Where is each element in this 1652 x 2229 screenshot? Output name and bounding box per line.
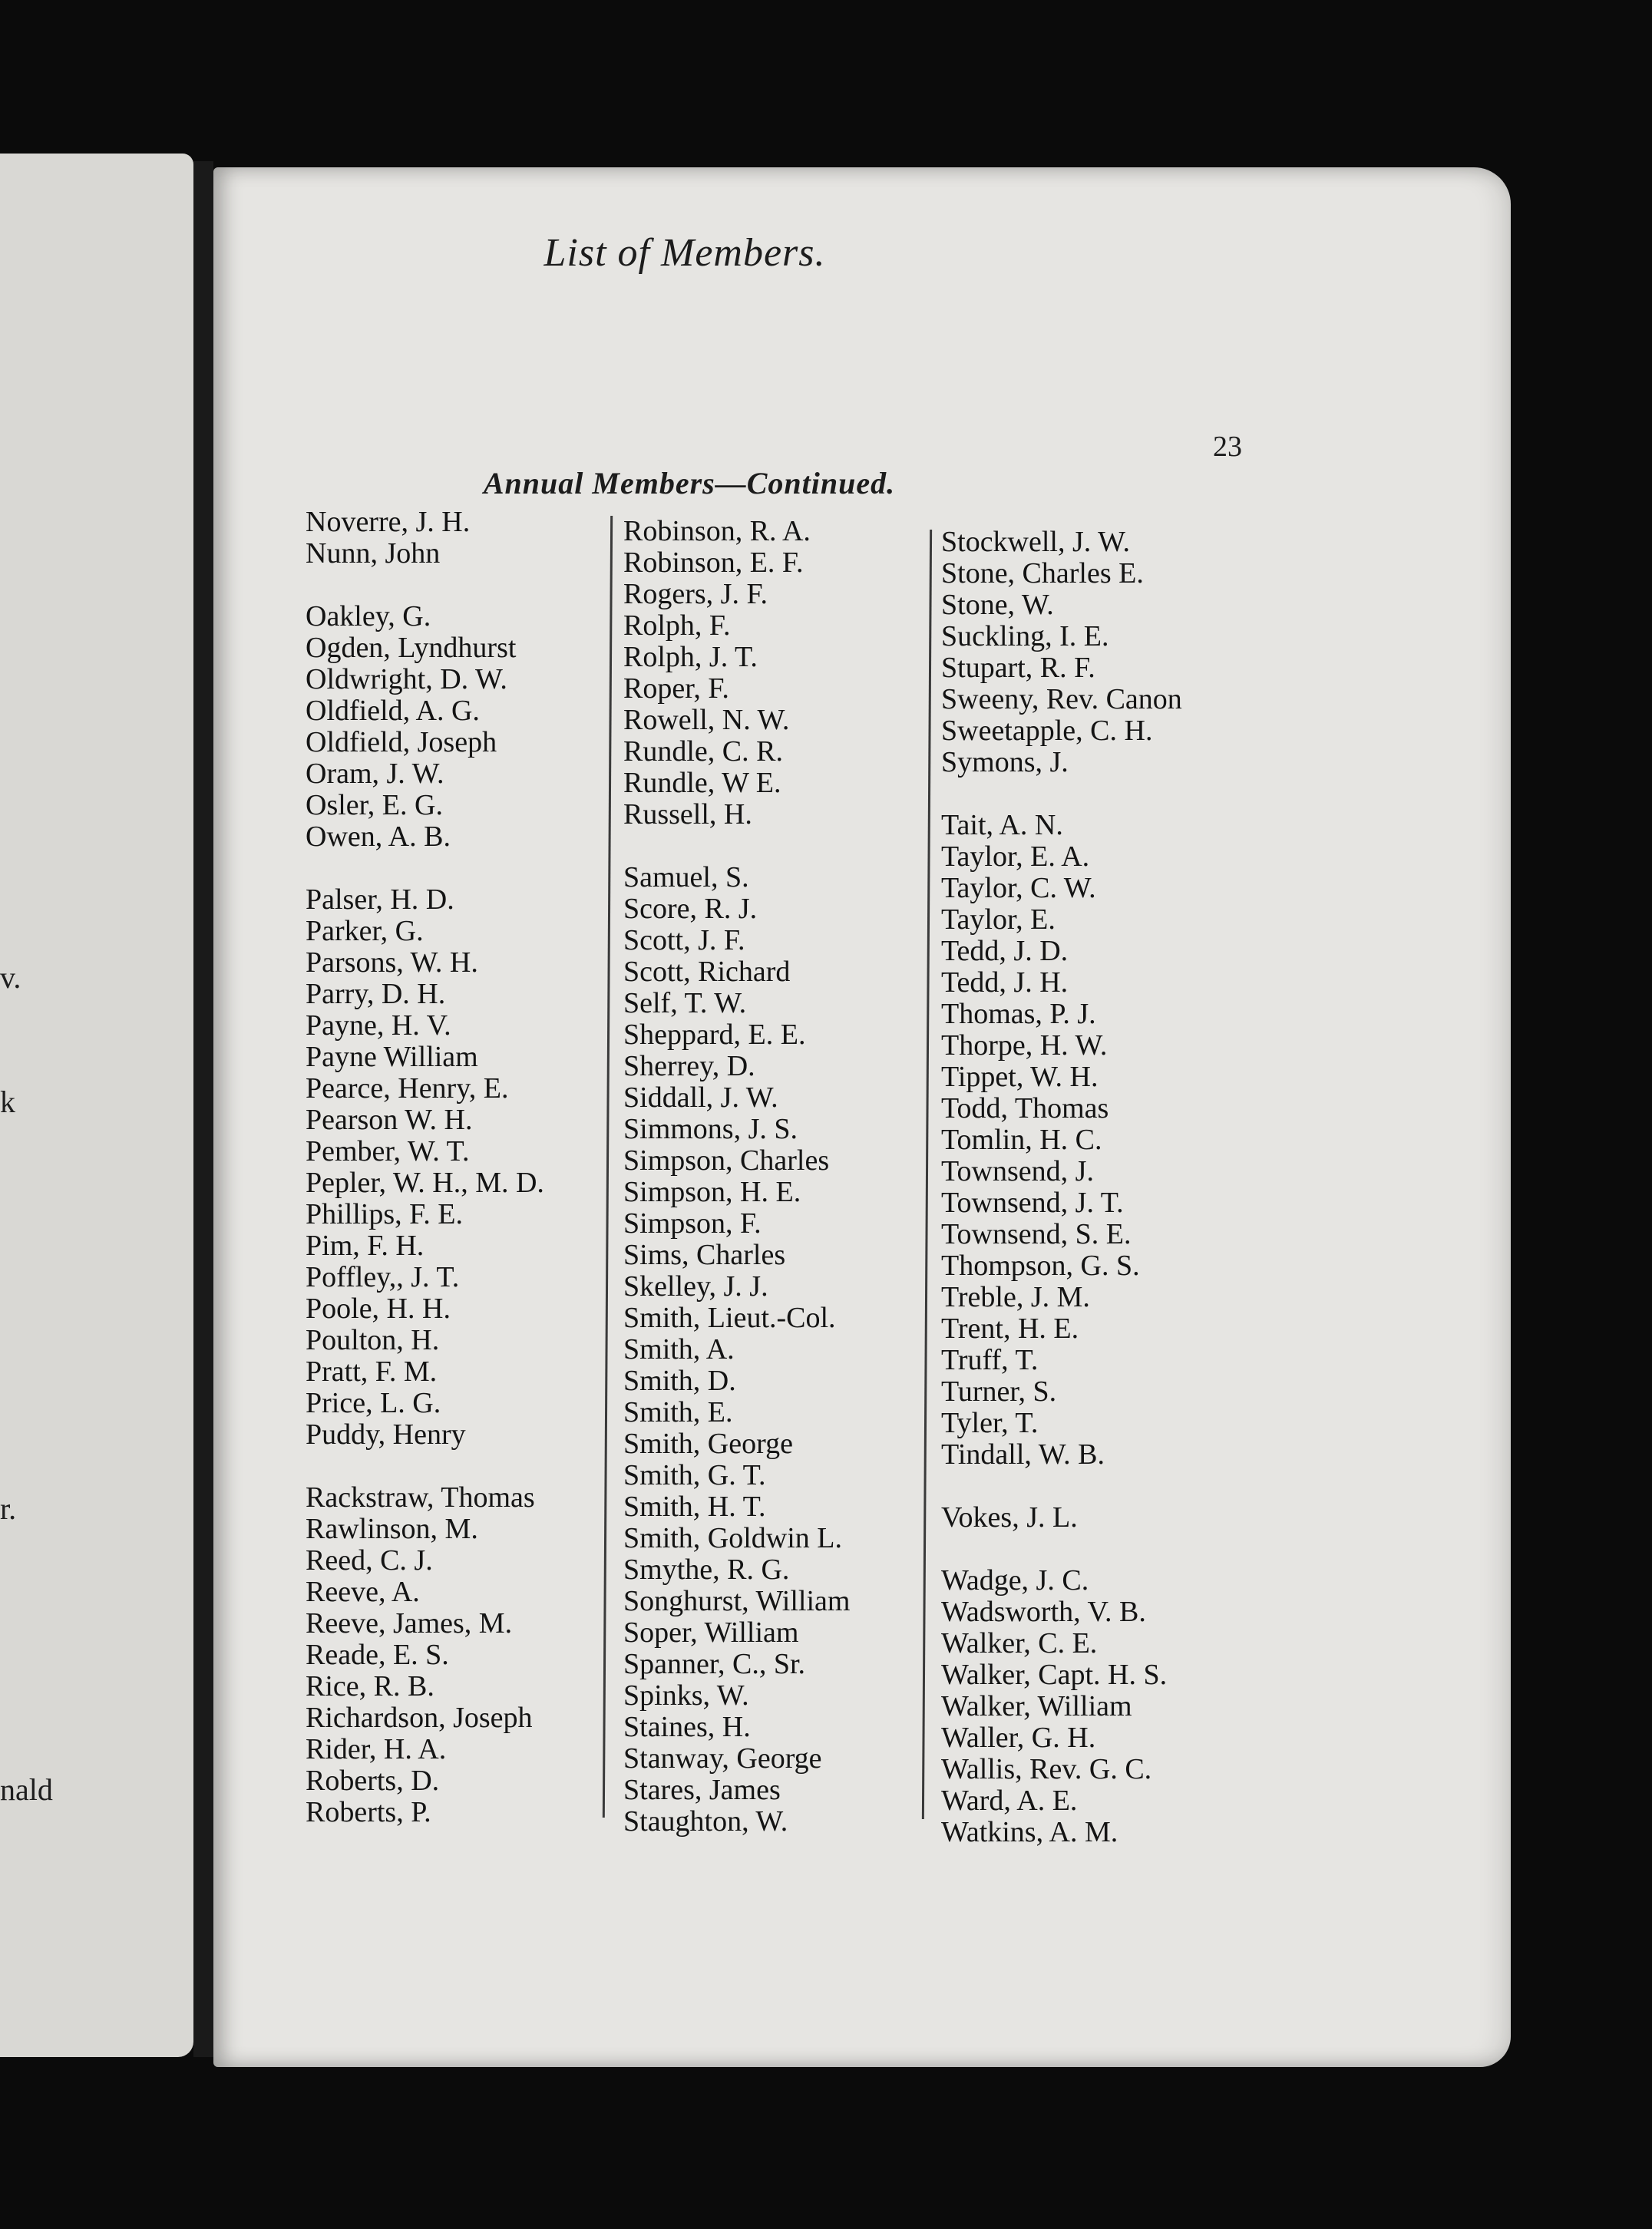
member-entry: Tedd, J. D. [941,935,1069,967]
member-entry: Songhurst, William [623,1585,851,1617]
member-entry: Waller, G. H. [941,1722,1096,1754]
member-entry: Stanway, George [623,1742,822,1775]
member-entry: Smith, E. [623,1396,733,1428]
member-entry: Watkins, A. M. [941,1816,1118,1848]
member-entry: Spanner, C., Sr. [623,1648,806,1680]
member-entry: Samuel, S. [623,861,749,893]
section-gap [941,1534,1182,1565]
member-entry: Poffley,, J. T. [306,1261,460,1293]
previous-page-fragment: v. [0,960,21,995]
member-entry: Pratt, F. M. [306,1356,438,1388]
member-entry: Oakley, G. [306,600,431,632]
member-entry: Sweetapple, C. H. [941,715,1153,747]
member-entry: Oram, J. W. [306,758,444,790]
member-entry: Suckling, I. E. [941,620,1109,652]
member-entry: Pim, F. H. [306,1230,425,1262]
member-entry: Trent, H. E. [941,1313,1079,1345]
member-entry: Pepler, W. H., M. D. [306,1167,544,1199]
member-entry: Townsend, S. E. [941,1218,1132,1250]
member-entry: Skelley, J. J. [623,1270,768,1303]
book-gutter [193,161,213,2057]
member-column-3 [941,527,1182,1848]
page-number: 23 [1213,431,1242,463]
member-entry: Townsend, J. T. [941,1187,1124,1219]
member-entry: Smith, D. [623,1365,736,1397]
section-heading: Annual Members—Continued. [483,466,896,500]
member-entry: Rolph, F. [623,609,731,642]
section-gap [941,1471,1182,1502]
member-entry: Truff, T. [941,1344,1039,1376]
member-entry: Phillips, F. E. [306,1198,463,1230]
member-entry: Tedd, J. H. [941,966,1069,999]
member-entry: Thorpe, H. W. [941,1029,1108,1062]
member-entry: Puddy, Henry [306,1418,466,1451]
member-entry: Stone, Charles E. [941,557,1144,589]
section-gap [623,831,850,862]
member-entry: Rice, R. B. [306,1670,434,1702]
member-entry: Roper, F. [623,672,729,705]
member-entry: Sweeny, Rev. Canon [941,683,1182,715]
member-entry: Rogers, J. F. [623,578,768,610]
member-entry: Tait, A. N. [941,809,1063,841]
member-entry: Simpson, F. [623,1207,762,1240]
member-entry: Rider, H. A. [306,1733,447,1765]
member-entry: Reed, C. J. [306,1544,433,1577]
member-entry: Rundle, W E. [623,767,781,799]
member-entry: Sheppard, E. E. [623,1019,806,1051]
member-column-2 [623,516,850,1838]
member-entry: Stupart, R. F. [941,652,1095,684]
member-entry: Tindall, W. B. [941,1438,1105,1471]
member-entry: Scott, J. F. [623,924,745,956]
member-entry: Turner, S. [941,1375,1057,1408]
member-entry: Ogden, Lyndhurst [306,632,517,664]
member-entry: Score, R. J. [623,893,758,925]
member-entry: Robinson, R. A. [623,515,811,547]
member-entry: Smith, George [623,1428,793,1460]
member-entry: Spinks, W. [623,1679,749,1712]
section-gap [306,570,544,601]
member-entry: Rundle, C. R. [623,735,783,768]
member-entry: Stockwell, J. W. [941,526,1130,558]
member-entry: Payne William [306,1041,478,1073]
member-entry: Smith, H. T. [623,1491,766,1523]
member-entry: Reeve, James, M. [306,1607,513,1640]
member-entry: Tippet, W. H. [941,1061,1099,1093]
member-entry: Owen, A. B. [306,821,451,853]
member-entry: Rackstraw, Thomas [306,1481,535,1514]
member-entry: Simpson, Charles [623,1144,830,1177]
member-entry: Smith, Lieut.-Col. [623,1302,836,1334]
member-entry: Soper, William [623,1616,799,1649]
member-entry: Richardson, Joseph [306,1702,533,1734]
member-entry: Nunn, John [306,537,441,570]
member-entry: Simpson, H. E. [623,1176,801,1208]
member-entry: Staines, H. [623,1711,751,1743]
page-title: List of Members. [544,231,826,275]
member-entry: Robinson, E. F. [623,547,804,579]
member-entry: Parry, D. H. [306,978,446,1010]
member-entry: Smith, A. [623,1333,735,1365]
member-entry: Taylor, C. W. [941,872,1096,904]
previous-page-fragment: nald [0,1772,53,1807]
member-entry: Rawlinson, M. [306,1513,478,1545]
member-entry: Stone, W. [941,589,1054,621]
member-entry: Thompson, G. S. [941,1250,1140,1282]
member-entry: Poulton, H. [306,1324,440,1356]
member-entry: Pearson W. H. [306,1104,473,1136]
member-entry: Taylor, E. A. [941,840,1090,873]
member-entry: Parsons, W. H. [306,946,478,979]
member-entry: Treble, J. M. [941,1281,1090,1313]
member-entry: Wadge, J. C. [941,1564,1089,1597]
member-entry: Walker, William [941,1690,1132,1722]
member-entry: Roberts, P. [306,1796,431,1828]
member-entry: Reeve, A. [306,1576,420,1608]
member-entry: Rowell, N. W. [623,704,790,736]
member-entry: Payne, H. V. [306,1009,451,1042]
member-entry: Oldfield, A. G. [306,695,480,727]
member-entry: Smythe, R. G. [623,1554,790,1586]
member-entry: Symons, J. [941,746,1069,778]
member-entry: Tomlin, H. C. [941,1124,1102,1156]
member-entry: Thomas, P. J. [941,998,1096,1030]
member-entry: Walker, Capt. H. S. [941,1659,1168,1691]
member-entry: Siddall, J. W. [623,1081,778,1114]
member-entry: Scott, Richard [623,956,791,988]
member-entry: Vokes, J. L. [941,1501,1078,1534]
member-entry: Price, L. G. [306,1387,441,1419]
previous-page [0,154,193,2057]
member-entry: Stares, James [623,1774,781,1806]
member-entry: Townsend, J. [941,1155,1094,1187]
member-entry: Osler, E. G. [306,789,443,821]
previous-page-fragment: r. [0,1491,17,1526]
member-entry: Todd, Thomas [941,1092,1109,1124]
member-entry: Pearce, Henry, E. [306,1072,509,1105]
member-entry: Wallis, Rev. G. C. [941,1753,1152,1785]
member-entry: Sherrey, D. [623,1050,755,1082]
member-entry: Tyler, T. [941,1407,1039,1439]
member-entry: Wadsworth, V. B. [941,1596,1146,1628]
member-entry: Parker, G. [306,915,424,947]
member-entry: Smith, Goldwin L. [623,1522,843,1554]
member-entry: Walker, C. E. [941,1627,1098,1659]
member-entry: Noverre, J. H. [306,506,471,538]
member-entry: Pember, W. T. [306,1135,470,1167]
member-entry: Sims, Charles [623,1239,786,1271]
previous-page-fragment: k [0,1085,15,1119]
member-entry: Self, T. W. [623,987,747,1019]
member-entry: Poole, H. H. [306,1293,451,1325]
member-entry: Smith, G. T. [623,1459,766,1491]
section-gap [941,778,1182,810]
member-entry: Reade, E. S. [306,1639,449,1671]
member-entry: Oldwright, D. W. [306,663,507,695]
member-entry: Oldfield, Joseph [306,726,497,758]
member-column-1 [306,507,544,1828]
member-entry: Simmons, J. S. [623,1113,798,1145]
member-entry: Palser, H. D. [306,883,454,916]
section-gap [306,1451,544,1482]
member-entry: Roberts, D. [306,1765,440,1797]
member-entry: Rolph, J. T. [623,641,758,673]
member-entry: Russell, H. [623,798,752,831]
member-entry: Staughton, W. [623,1805,788,1838]
member-entry: Taylor, E. [941,903,1056,936]
member-entry: Ward, A. E. [941,1785,1078,1817]
section-gap [306,853,544,884]
